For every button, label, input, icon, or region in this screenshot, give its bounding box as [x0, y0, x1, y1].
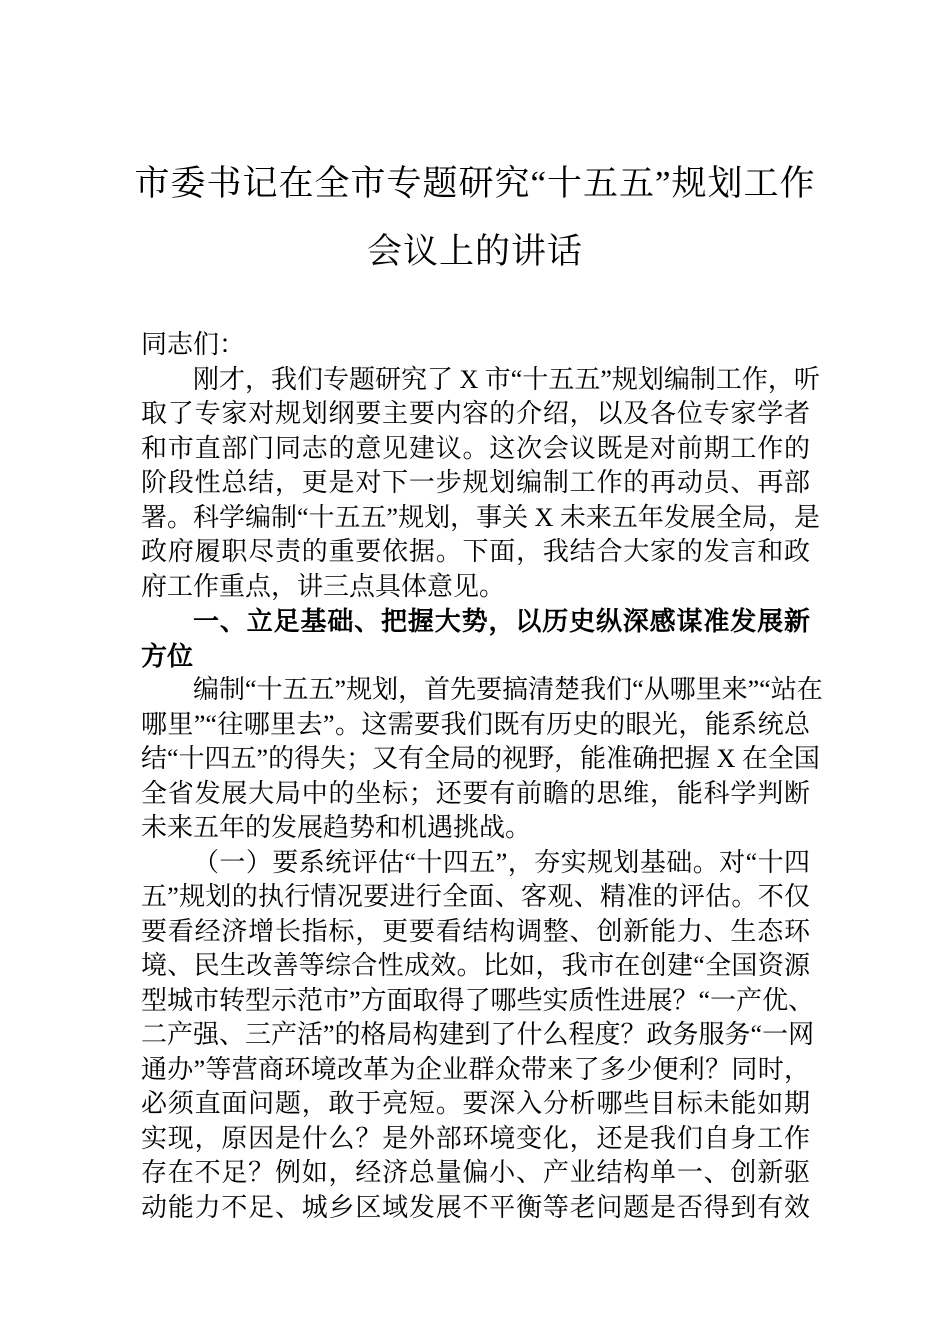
text-line: 阶段性总结，更是对下一步规划编制工作的再动员、再部 — [141, 468, 810, 497]
heading-line: 一、立足基础、把握大势，以历史纵深感谋准发展新 — [193, 606, 810, 636]
text-line: 编制“十五五”规划，首先要搞清楚我们“从哪里来”“站在 — [193, 675, 823, 704]
document-title — [0, 150, 950, 286]
text-line: 二产强、三产活”的格局构建到了什么程度？政务服务“一网 — [141, 1020, 815, 1049]
document-body — [141, 328, 823, 1225]
text-line: 型城市转型示范市”方面取得了哪些实质性进展？“一产优、 — [141, 985, 815, 1015]
text-line: 通办”等营商环境改革为企业群众带来了多少便利？同时， — [141, 1054, 810, 1084]
text-line: 同志们： — [141, 330, 246, 359]
text-line: 刚才，我们专题研究了 X 市“十五五”规划编制工作，听 — [193, 364, 820, 394]
text-line: 哪里”“往哪里去”。这需要我们既有历史的眼光，能系统总 — [141, 709, 810, 739]
text-line: 署。科学编制“十五五”规划，事关 X 未来五年发展全局，是 — [141, 502, 820, 532]
text-line: 府工作重点，讲三点具体意见。 — [141, 571, 506, 601]
text-line: 五”规划的执行情况要进行全面、客观、精准的评估。不仅 — [141, 882, 810, 911]
heading-line: 方位 — [141, 640, 194, 671]
text-line: 存在不足？例如，经济总量偏小、产业结构单一、创新驱 — [141, 1158, 810, 1187]
text-line: 境、民生改善等综合性成效。比如，我市在创建“全国资源 — [141, 951, 810, 980]
text-line: 政府履职尽责的重要依据。下面，我结合大家的发言和政 — [141, 537, 810, 566]
text-line: 未来五年的发展趋势和机遇挑战。 — [141, 813, 532, 842]
title-line-2: 会议上的讲话 — [366, 232, 583, 271]
text-line: 要看经济增长指标，更要看结构调整、创新能力、生态环 — [141, 916, 810, 946]
text-line: 取了专家对规划纲要主要内容的介绍，以及各位专家学者 — [141, 399, 810, 428]
title-line-1: 市委书记在全市专题研究“十五五”规划工作 — [134, 164, 816, 203]
text-line: 结“十四五”的得失；又有全局的视野，能准确把握 X 在全国 — [141, 744, 820, 773]
text-line: 实现，原因是什么？是外部环境变化，还是我们自身工作 — [141, 1123, 810, 1153]
text-line: 必须直面问题，敢于亮短。要深入分析哪些目标未能如期 — [141, 1089, 810, 1118]
text-line: （一）要系统评估“十四五”，夯实规划基础。对“十四 — [193, 847, 810, 877]
text-line: 全省发展大局中的坐标；还要有前瞻的思维，能科学判断 — [141, 778, 810, 808]
text-line: 动能力不足、城乡区域发展不平衡等老问题是否得到有效 — [141, 1192, 810, 1222]
text-line: 和市直部门同志的意见建议。这次会议既是对前期工作的 — [141, 433, 810, 463]
